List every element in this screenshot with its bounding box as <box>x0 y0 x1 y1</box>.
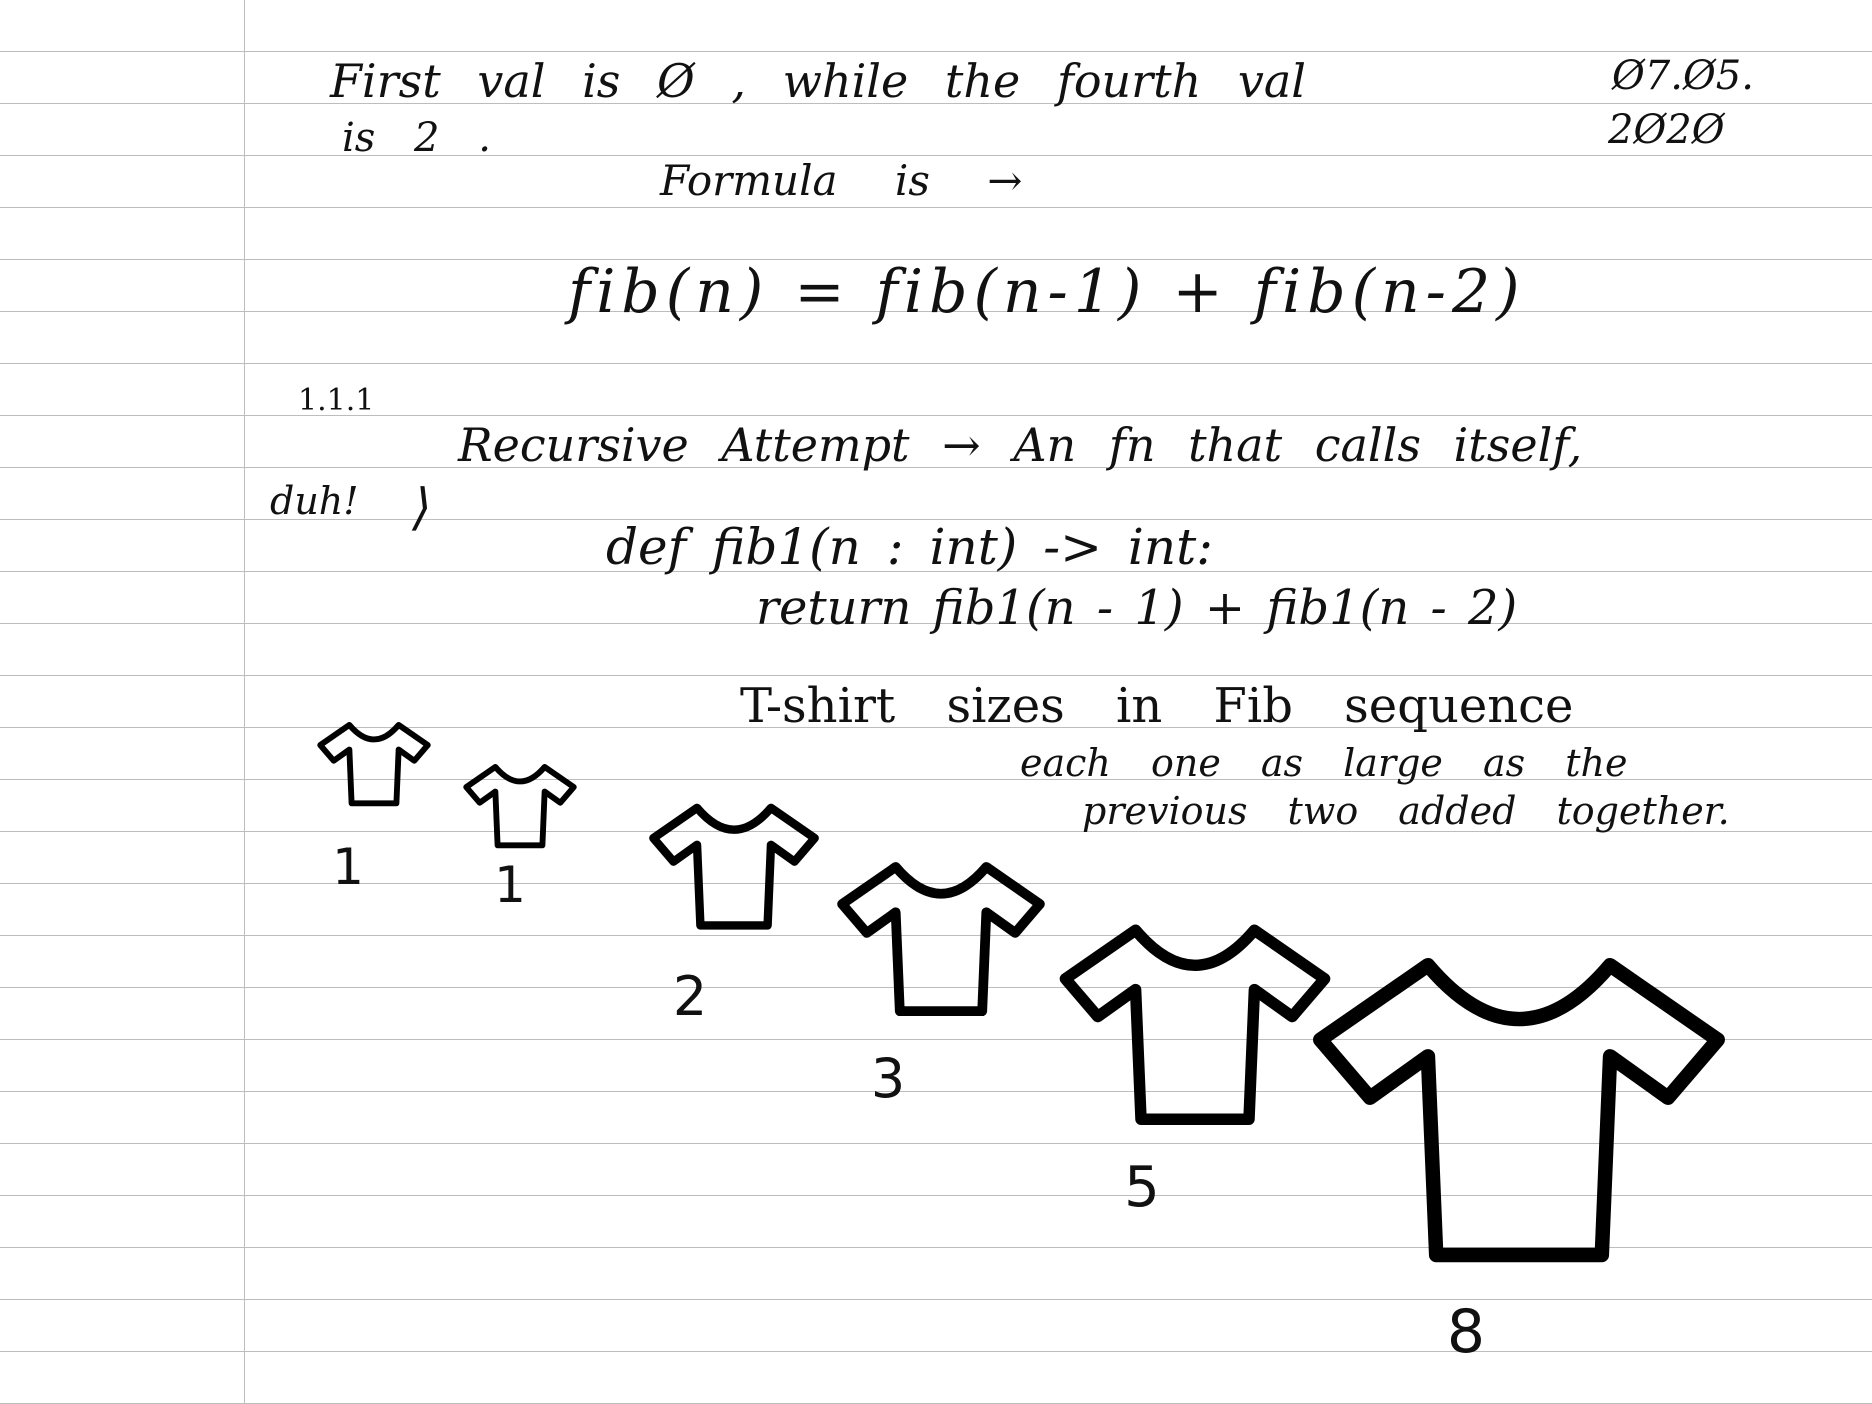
section-number: 1.1.1 <box>298 383 375 418</box>
tshirt-1a-icon <box>318 718 430 808</box>
formula-heading: Formula is → <box>660 156 1023 205</box>
tshirt-2-label: 2 <box>672 965 708 1028</box>
code-marker: ⟩ <box>412 478 432 536</box>
recursive-aside: duh! <box>270 479 359 523</box>
tshirt-description-2: previous two added together. <box>1082 789 1730 833</box>
tshirt-5-icon <box>1060 912 1330 1132</box>
tshirt-8-label: 8 <box>1446 1297 1486 1367</box>
fibonacci-formula: fib(n) = fib(n-1) + fib(n-2) <box>568 257 1526 327</box>
margin-line <box>244 0 245 1404</box>
tshirt-1a-label: 1 <box>332 838 364 896</box>
note-line-2: is 2 . <box>342 115 491 161</box>
date-line-1: Ø7.Ø5. <box>1612 53 1754 99</box>
tshirt-3-icon <box>838 852 1044 1022</box>
tshirt-title: T-shirt sizes in Fib sequence <box>740 678 1574 734</box>
tshirt-5-label: 5 <box>1124 1155 1160 1220</box>
tshirt-2-icon <box>650 792 818 938</box>
code-line-2: return fib1(n - 1) + fib1(n - 2) <box>756 580 1518 636</box>
tshirt-8-icon <box>1312 938 1726 1274</box>
tshirt-1b-icon <box>464 760 576 850</box>
note-line-1: First val is Ø , while the fourth val <box>330 54 1307 108</box>
tshirt-3-label: 3 <box>870 1047 906 1110</box>
code-line-1: def fib1(n : int) -> int: <box>606 518 1214 576</box>
tshirt-1b-label: 1 <box>494 856 526 914</box>
tshirt-description-1: each one as large as the <box>1020 741 1628 785</box>
date-line-2: 2Ø2Ø <box>1608 107 1725 153</box>
recursive-heading: Recursive Attempt → An fn that calls itself, <box>458 418 1583 472</box>
